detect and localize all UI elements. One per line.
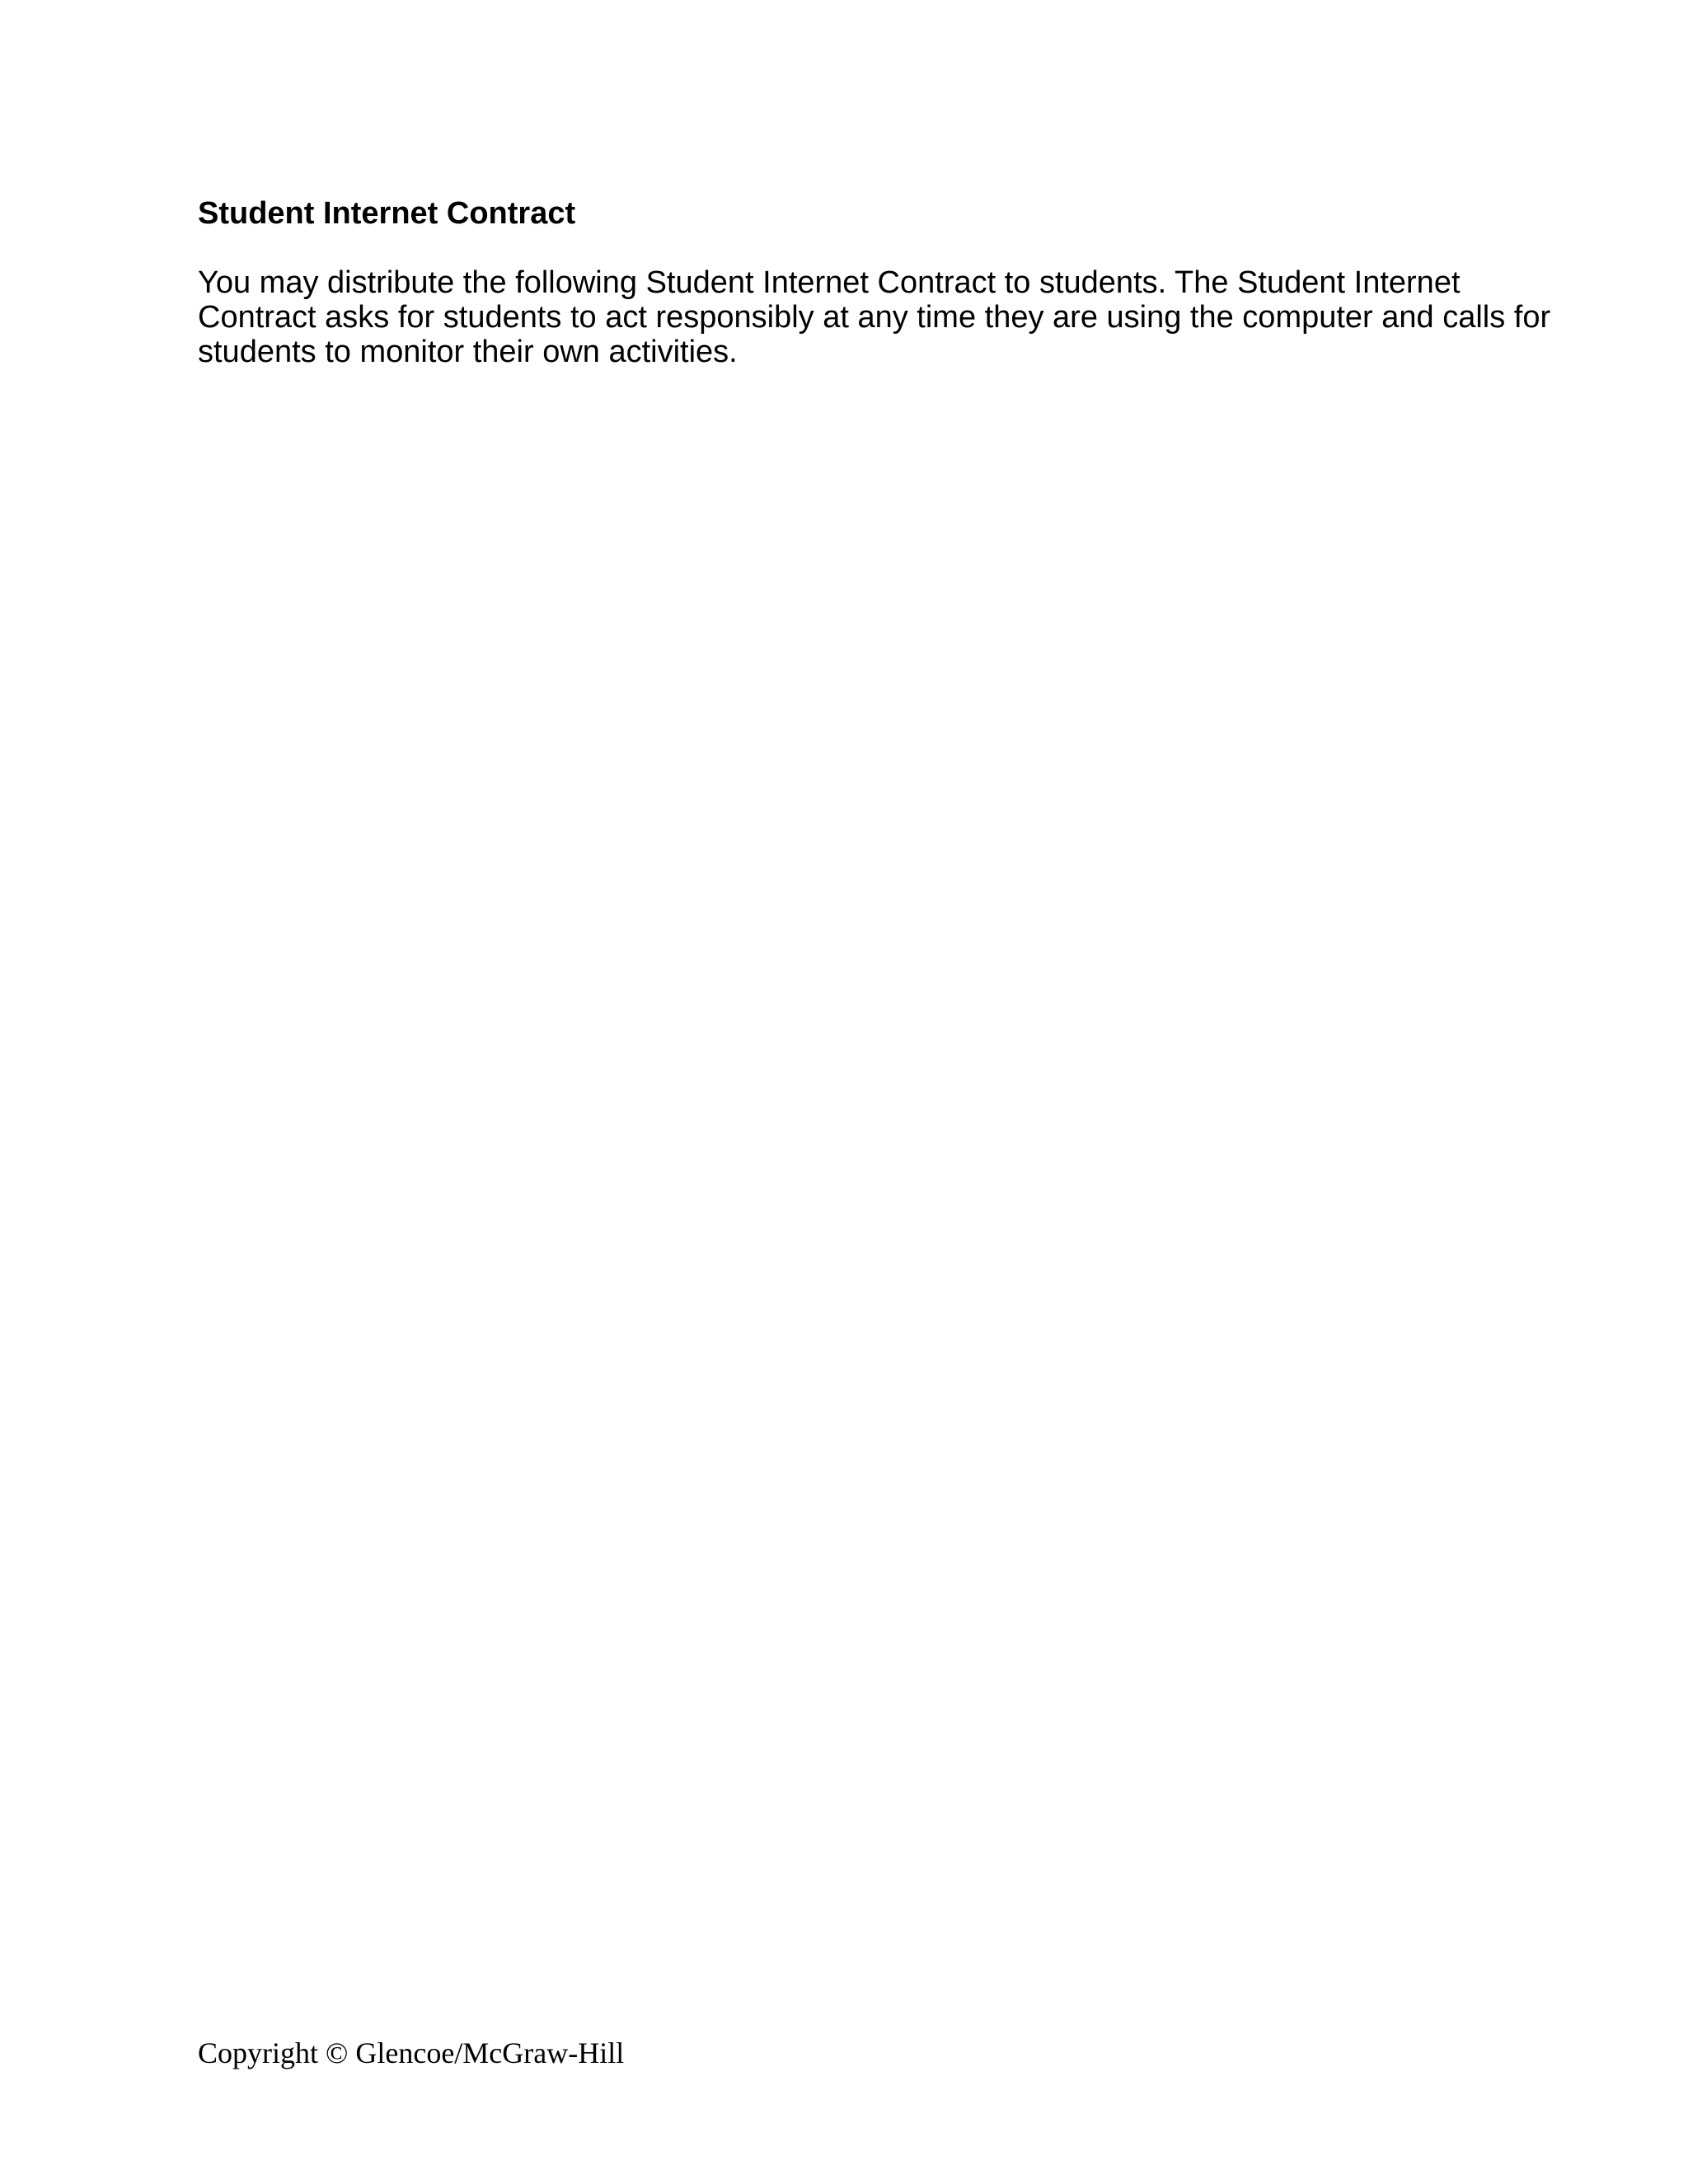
body-paragraph <box>198 265 1551 369</box>
body-line: Contract asks for students to act responsibly at any time they are using the computer and calls for <box>198 300 1551 335</box>
body-line: You may distribute the following Student Internet Contract to students. The Student Internet <box>198 265 1461 300</box>
body-line: students to monitor their own activities. <box>198 335 738 369</box>
copyright-footer: Copyright © Glencoe/McGraw-Hill <box>198 2036 625 2069</box>
document-heading: Student Internet Contract <box>198 196 576 231</box>
